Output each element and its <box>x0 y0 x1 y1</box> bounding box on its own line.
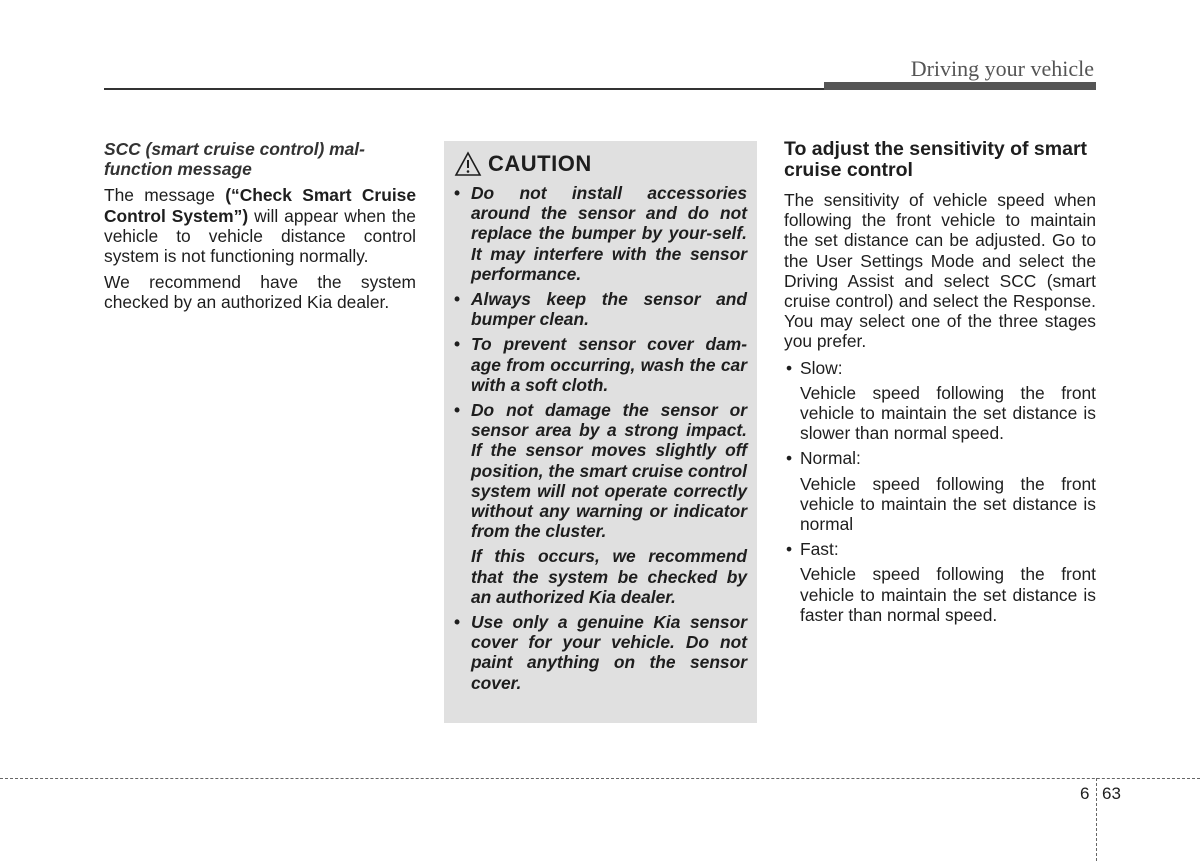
caution-item <box>454 612 747 693</box>
option-label <box>784 539 1096 559</box>
header-rule-accent <box>824 82 1096 90</box>
caution-header <box>454 151 747 177</box>
bullet: • <box>786 539 793 560</box>
warning-triangle-icon <box>454 151 482 177</box>
bullet: • <box>454 183 461 203</box>
caution-box <box>444 141 757 723</box>
bullet: • <box>454 289 461 310</box>
bullet: • <box>454 334 461 355</box>
scc-message-heading <box>104 139 416 179</box>
chapter-number: 6 <box>1080 784 1090 803</box>
caution-item <box>454 289 747 329</box>
paragraph-text: will appear when the vehicle to vehicle distance control system is not functioning normally. <box>104 205 416 267</box>
right-column <box>784 139 1096 630</box>
header-title: Driving your vehicle <box>910 56 1094 81</box>
option-fast <box>784 539 1096 625</box>
bullet: • <box>454 400 461 421</box>
caution-item <box>454 183 747 284</box>
caution-item-text: Do not damage the sensor or sensor area by a strong impact. If the sensor moves slightly off position, the smart cruise control system will not operate correctly without any warning or indicator from the cluster. <box>471 400 747 542</box>
scc-message-heading-line2: function message <box>104 159 252 180</box>
recommendation-paragraph: We recommend have the system checked by an authorized Kia dealer. <box>104 272 416 313</box>
header-rule <box>104 88 824 90</box>
scc-message-paragraph <box>104 185 416 266</box>
caution-item-extra: If this occurs, we recommend that the system be checked by an authorized Kia dealer. <box>471 546 747 607</box>
caution-item-text: Do not install accessories around the sensor and do not replace the bumper by your-self. It may interfere with the sensor performance. <box>471 183 747 284</box>
sensitivity-options <box>784 358 1096 625</box>
footer-page-divider <box>1096 778 1097 861</box>
left-column <box>104 139 416 319</box>
caution-item-text: To prevent sensor cover dam-age from occurring, wash the car with a soft cloth. <box>471 334 747 395</box>
option-label-text: Slow: <box>800 357 843 378</box>
footer-divider <box>0 778 1200 779</box>
option-label-text: Fast: <box>800 539 839 560</box>
caution-item <box>454 400 747 607</box>
bullet: • <box>786 357 793 378</box>
caution-item <box>454 334 747 395</box>
sensitivity-intro: The sensitivity of vehicle speed when following the front vehicle to maintain the set distance can be adjusted. Go to the User Settings Mode and select the Driving Assist and select SCC (smart cruise control) and select the Response. You may select one of the three stages you prefer. <box>784 190 1096 352</box>
caution-item-text: Use only a genuine Kia sensor cover for your vehicle. Do not paint anything on the sensor cover. <box>471 612 747 693</box>
option-normal <box>784 448 1096 534</box>
bullet: • <box>454 612 461 633</box>
scc-message-heading-line1: SCC (smart cruise control) mal- <box>104 139 365 159</box>
caution-list <box>454 183 747 693</box>
bullet: • <box>786 448 793 469</box>
option-label <box>784 448 1096 468</box>
option-description: Vehicle speed following the front vehicle to maintain the set distance is slower than normal speed. <box>800 382 1096 444</box>
option-description: Vehicle speed following the front vehicle to maintain the set distance is faster than normal speed. <box>800 564 1096 625</box>
option-label-text: Normal: <box>800 448 861 469</box>
sensitivity-heading: To adjust the sensitivity of smart cruise control <box>784 138 1088 181</box>
paragraph-text: The message <box>104 185 226 206</box>
option-slow <box>784 358 1096 444</box>
option-label <box>784 358 1096 378</box>
caution-title: CAUTION <box>488 151 592 176</box>
caution-item-text: Always keep the sensor and bumper clean. <box>471 289 747 330</box>
option-description: Vehicle speed following the front vehicle to maintain the set distance is normal <box>800 473 1096 535</box>
message-text: (“Check Smart Cruise Control System”) <box>104 185 416 226</box>
page-number: 63 <box>1102 784 1121 803</box>
